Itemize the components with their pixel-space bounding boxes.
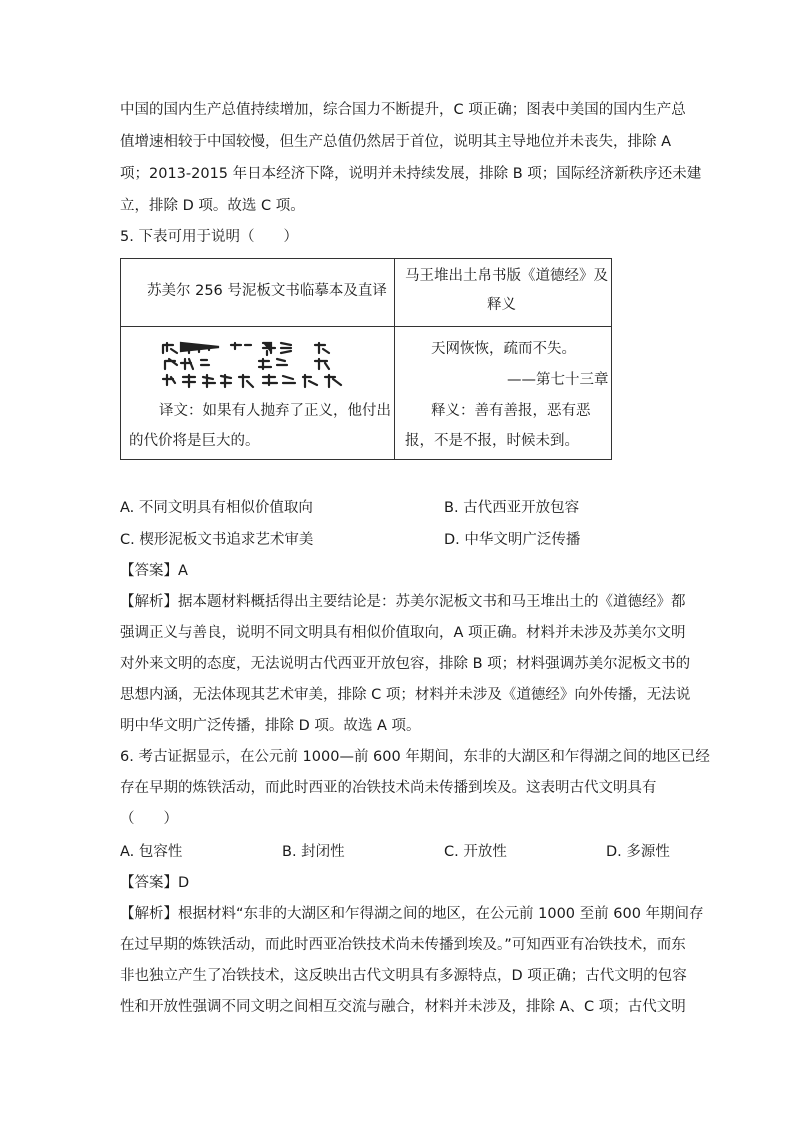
intro-line-2: 值增速相较于中国较慢，但生产总值仍然居于首位，说明其主导地位并未丧失，排除 A [120,134,672,150]
table-header-right-line2: 释义 [487,297,516,313]
q5-analysis-line-5: 明中华文明广泛传播，排除 D 项。故选 A 项。 [120,718,421,734]
q5-option-b: B. 古代西亚开放包容 [444,500,580,516]
q5-analysis-line-1: 【解析】据本题材料概括得出主要结论是：苏美尔泥板文书和马王堆出土的《道德经》都 [120,594,686,610]
table-left-translation-line1: 译文：如果有人抛弃了正义，他付出 [159,403,391,419]
intro-line-3: 项；2013-2015 年日本经济下降，说明并未持续发展，排除 B 项；国际经济新秩序还未建 [120,166,702,182]
q5-option-a: A. 不同文明具有相似价值取向 [120,500,313,516]
q6-stem-line-2: 存在早期的炼铁活动，而此时西亚的冶铁技术尚未传播到埃及。这表明古代文明具有 [120,780,657,796]
q6-analysis-line-2: 在过早期的炼铁活动，而此时西亚冶铁技术尚未传播到埃及。”可知西亚有冶铁技术，而东 [120,937,686,953]
table-right-source: ——第七十三章 [507,372,609,388]
table-left-translation-line2: 的代价将是巨大的。 [129,433,260,449]
q5-stem: 5. 下表可用于说明（ ） [120,229,298,245]
q5-analysis-line-3: 对外来文明的态度，无法说明古代西亚开放包容，排除 B 项；材料强调苏美尔泥板文书的 [120,656,691,672]
q5-option-d: D. 中华文明广泛传播 [444,532,581,548]
q6-option-a: A. 包容性 [120,844,183,860]
table-divider-horizontal [121,326,611,327]
q6-analysis-line-1: 【解析】根据材料“东非的大湖区和乍得湖之间的地区，在公元前 1000 至前 600 年期间存 [120,906,704,922]
q5-analysis-line-2: 强调正义与善良，说明不同文明具有相似价值取向，A 项正确。材料并未涉及苏美尔文明 [120,625,686,641]
q5-analysis-line-4: 思想内涵，无法体现其艺术审美，排除 C 项；材料并未涉及《道德经》向外传播，无法说 [120,687,691,703]
q6-option-b: B. 封闭性 [282,844,345,860]
q5-comparison-table [120,258,612,460]
q6-stem-line-3: （ ） [120,811,178,827]
table-header-right-line1: 马王堆出土帛书版《道德经》及 [405,268,608,284]
q6-answer: 【答案】D [120,875,190,891]
intro-line-4: 立，排除 D 项。故选 C 项。 [120,198,305,214]
q6-option-d: D. 多源性 [606,844,670,860]
table-divider-vertical [394,259,395,459]
table-header-left: 苏美尔 256 号泥板文书临摹本及直译 [147,283,387,299]
cuneiform-tablet-image [159,339,359,391]
table-right-explain-line2: 报，不是不报，时候未到。 [405,433,579,449]
q6-analysis-line-4: 性和开放性强调不同文明之间相互交流与融合，材料并未涉及，排除 A、C 项；古代文明 [120,999,686,1015]
q6-stem-line-1: 6. 考古证据显示，在公元前 1000—前 600 年期间，东非的大湖区和乍得湖之间的地区已经 [120,749,710,765]
q6-analysis-line-3: 非也独立产生了冶铁技术，这反映出古代文明具有多源特点，D 项正确；古代文明的包容 [120,968,687,984]
q5-option-c: C. 楔形泥板文书追求艺术审美 [120,532,314,548]
intro-line-1: 中国的国内生产总值持续增加，综合国力不断提升，C 项正确；图表中美国的国内生产总 [120,102,686,118]
q5-answer: 【答案】A [120,563,188,579]
table-right-quote: 天网恢恢，疏而不失。 [431,341,576,357]
table-right-explain-line1: 释义：善有善报，恶有恶 [431,403,591,419]
q6-option-c: C. 开放性 [444,844,507,860]
